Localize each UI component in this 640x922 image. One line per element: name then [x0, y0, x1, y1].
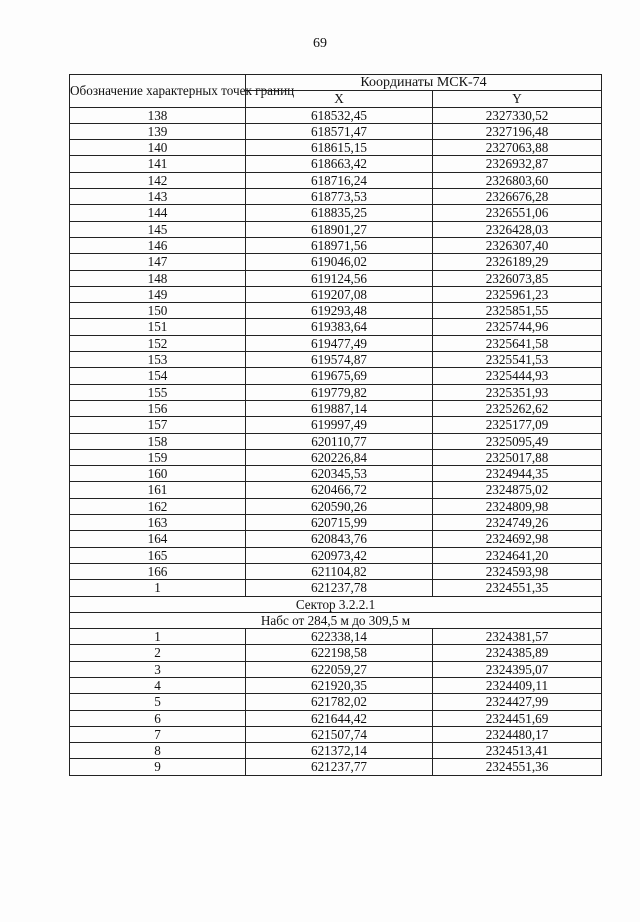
point-number-cell: 142 — [70, 172, 246, 188]
point-number-cell: 161 — [70, 482, 246, 498]
y-coordinate-cell: 2324551,35 — [433, 580, 602, 596]
table-row — [70, 710, 602, 726]
x-coordinate-cell: 619293,48 — [246, 303, 433, 319]
y-coordinate-cell: 2324513,41 — [433, 743, 602, 759]
table-row — [70, 335, 602, 351]
y-coordinate-cell: 2326551,06 — [433, 205, 602, 221]
table-row — [70, 286, 602, 302]
point-number-cell: 143 — [70, 189, 246, 205]
y-coordinate-cell: 2324427,99 — [433, 694, 602, 710]
table-row — [70, 352, 602, 368]
point-number-cell: 1 — [70, 629, 246, 645]
y-coordinate-cell: 2327330,52 — [433, 107, 602, 123]
table-row — [70, 319, 602, 335]
table-row — [70, 417, 602, 433]
x-coordinate-cell: 622198,58 — [246, 645, 433, 661]
table-row — [70, 107, 602, 123]
x-coordinate-cell: 620843,76 — [246, 531, 433, 547]
table-row — [70, 303, 602, 319]
x-coordinate-cell: 620590,26 — [246, 498, 433, 514]
y-coordinate-cell: 2326307,40 — [433, 237, 602, 253]
y-coordinate-cell: 2324749,26 — [433, 515, 602, 531]
x-coordinate-cell: 619124,56 — [246, 270, 433, 286]
x-coordinate-cell: 618716,24 — [246, 172, 433, 188]
table-row — [70, 205, 602, 221]
y-coordinate-cell: 2326932,87 — [433, 156, 602, 172]
table-row — [70, 743, 602, 759]
y-coordinate-cell: 2326189,29 — [433, 254, 602, 270]
table-row — [70, 172, 602, 188]
y-coordinate-cell: 2325262,62 — [433, 400, 602, 416]
y-coordinate-cell: 2325444,93 — [433, 368, 602, 384]
point-number-cell: 166 — [70, 563, 246, 579]
x-coordinate-cell: 619477,49 — [246, 335, 433, 351]
x-coordinate-cell: 619383,64 — [246, 319, 433, 335]
table-row — [70, 123, 602, 139]
x-coordinate-cell: 620715,99 — [246, 515, 433, 531]
x-coordinate-cell: 621507,74 — [246, 726, 433, 742]
x-coordinate-cell: 618971,56 — [246, 237, 433, 253]
point-number-cell: 158 — [70, 433, 246, 449]
y-coordinate-cell: 2325961,23 — [433, 286, 602, 302]
x-coordinate-cell: 618835,25 — [246, 205, 433, 221]
x-coordinate-cell: 618773,53 — [246, 189, 433, 205]
point-number-cell: 163 — [70, 515, 246, 531]
y-coordinate-cell: 2327063,88 — [433, 140, 602, 156]
y-coordinate-cell: 2325744,96 — [433, 319, 602, 335]
table-row — [70, 466, 602, 482]
table-row — [70, 645, 602, 661]
table-row — [70, 629, 602, 645]
x-coordinate-cell: 618571,47 — [246, 123, 433, 139]
point-number-cell: 8 — [70, 743, 246, 759]
y-coordinate-cell: 2324385,89 — [433, 645, 602, 661]
table-row — [70, 563, 602, 579]
point-number-cell: 153 — [70, 352, 246, 368]
y-coordinate-cell: 2325351,93 — [433, 384, 602, 400]
x-coordinate-cell: 621920,35 — [246, 677, 433, 693]
table-row — [70, 449, 602, 465]
table-header — [70, 75, 602, 108]
x-coordinate-cell: 621104,82 — [246, 563, 433, 579]
table-body-sector — [70, 629, 602, 776]
coordinates-table — [69, 74, 602, 776]
x-coordinate-cell: 619887,14 — [246, 400, 433, 416]
point-number-cell: 149 — [70, 286, 246, 302]
y-coordinate-cell: 2324451,69 — [433, 710, 602, 726]
point-number-cell: 1 — [70, 580, 246, 596]
table-row — [70, 433, 602, 449]
x-coordinate-cell: 622059,27 — [246, 661, 433, 677]
x-coordinate-cell: 621237,77 — [246, 759, 433, 775]
table-row — [70, 482, 602, 498]
point-number-cell: 159 — [70, 449, 246, 465]
point-number-cell: 3 — [70, 661, 246, 677]
point-number-cell: 150 — [70, 303, 246, 319]
y-coordinate-cell: 2324551,36 — [433, 759, 602, 775]
point-number-cell: 2 — [70, 645, 246, 661]
x-coordinate-cell: 620226,84 — [246, 449, 433, 465]
table-row — [70, 384, 602, 400]
y-coordinate-cell: 2326676,28 — [433, 189, 602, 205]
table-row — [70, 726, 602, 742]
table-row — [70, 531, 602, 547]
y-coordinate-cell: 2324875,02 — [433, 482, 602, 498]
point-number-cell: 157 — [70, 417, 246, 433]
table-row — [70, 547, 602, 563]
sector-block — [70, 596, 602, 629]
y-coordinate-cell: 2324395,07 — [433, 661, 602, 677]
table-row — [70, 270, 602, 286]
y-coordinate-cell: 2326073,85 — [433, 270, 602, 286]
table-row — [70, 661, 602, 677]
y-coordinate-cell: 2326428,03 — [433, 221, 602, 237]
table-row — [70, 694, 602, 710]
table-row — [70, 677, 602, 693]
x-column-header: X — [246, 91, 433, 107]
table-body-main — [70, 107, 602, 596]
y-coordinate-cell: 2325851,55 — [433, 303, 602, 319]
point-number-cell: 155 — [70, 384, 246, 400]
table-row — [70, 221, 602, 237]
y-coordinate-cell: 2326803,60 — [433, 172, 602, 188]
table-row — [70, 254, 602, 270]
point-number-cell: 154 — [70, 368, 246, 384]
point-number-cell: 156 — [70, 400, 246, 416]
x-coordinate-cell: 619046,02 — [246, 254, 433, 270]
point-number-cell: 147 — [70, 254, 246, 270]
x-coordinate-cell: 619997,49 — [246, 417, 433, 433]
point-number-cell: 165 — [70, 547, 246, 563]
point-number-cell: 148 — [70, 270, 246, 286]
page-number: 69 — [313, 36, 327, 51]
y-coordinate-cell: 2325541,53 — [433, 352, 602, 368]
point-number-cell: 139 — [70, 123, 246, 139]
table-row — [70, 580, 602, 596]
x-coordinate-cell: 621237,78 — [246, 580, 433, 596]
y-coordinate-cell: 2324381,57 — [433, 629, 602, 645]
x-coordinate-cell: 619207,08 — [246, 286, 433, 302]
x-coordinate-cell: 620345,53 — [246, 466, 433, 482]
point-number-cell: 145 — [70, 221, 246, 237]
sector-subtitle: Набс от 284,5 м до 309,5 м — [70, 612, 602, 628]
y-coordinate-cell: 2324480,17 — [433, 726, 602, 742]
x-coordinate-cell: 621644,42 — [246, 710, 433, 726]
x-coordinate-cell: 620466,72 — [246, 482, 433, 498]
y-coordinate-cell: 2324809,98 — [433, 498, 602, 514]
point-number-cell: 5 — [70, 694, 246, 710]
point-number-cell: 141 — [70, 156, 246, 172]
y-coordinate-cell: 2324944,35 — [433, 466, 602, 482]
y-coordinate-cell: 2327196,48 — [433, 123, 602, 139]
y-coordinate-cell: 2324409,11 — [433, 677, 602, 693]
table-row — [70, 400, 602, 416]
point-number-cell: 164 — [70, 531, 246, 547]
coordinates-column-header: Координаты МСК-74 — [246, 75, 602, 91]
x-coordinate-cell: 619574,87 — [246, 352, 433, 368]
point-number-cell: 162 — [70, 498, 246, 514]
table-row — [70, 156, 602, 172]
point-number-cell: 6 — [70, 710, 246, 726]
table-row — [70, 759, 602, 775]
y-coordinate-cell: 2324593,98 — [433, 563, 602, 579]
point-number-cell: 140 — [70, 140, 246, 156]
y-coordinate-cell: 2325641,58 — [433, 335, 602, 351]
point-number-cell: 152 — [70, 335, 246, 351]
x-coordinate-cell: 620973,42 — [246, 547, 433, 563]
x-coordinate-cell: 618615,15 — [246, 140, 433, 156]
point-number-cell: 146 — [70, 237, 246, 253]
y-coordinate-cell: 2324641,20 — [433, 547, 602, 563]
point-number-cell: 7 — [70, 726, 246, 742]
x-coordinate-cell: 618901,27 — [246, 221, 433, 237]
point-number-cell: 9 — [70, 759, 246, 775]
x-coordinate-cell: 618532,45 — [246, 107, 433, 123]
table-row — [70, 189, 602, 205]
x-coordinate-cell: 621782,02 — [246, 694, 433, 710]
y-coordinate-cell: 2324692,98 — [433, 531, 602, 547]
point-number-cell: 4 — [70, 677, 246, 693]
sector-title-row — [70, 596, 602, 612]
table-row — [70, 498, 602, 514]
y-coordinate-cell: 2325177,09 — [433, 417, 602, 433]
sector-title: Сектор 3.2.2.1 — [70, 596, 602, 612]
sector-subtitle-row — [70, 612, 602, 628]
table-row — [70, 515, 602, 531]
x-coordinate-cell: 621372,14 — [246, 743, 433, 759]
point-number-cell: 160 — [70, 466, 246, 482]
point-number-cell: 144 — [70, 205, 246, 221]
y-coordinate-cell: 2325017,88 — [433, 449, 602, 465]
point-number-cell: 138 — [70, 107, 246, 123]
y-coordinate-cell: 2325095,49 — [433, 433, 602, 449]
table-row — [70, 237, 602, 253]
points-column-header: Обозначение характерных точек границ — [70, 75, 246, 108]
y-column-header: Y — [433, 91, 602, 107]
table-row — [70, 140, 602, 156]
x-coordinate-cell: 618663,42 — [246, 156, 433, 172]
x-coordinate-cell: 620110,77 — [246, 433, 433, 449]
x-coordinate-cell: 619779,82 — [246, 384, 433, 400]
point-number-cell: 151 — [70, 319, 246, 335]
x-coordinate-cell: 619675,69 — [246, 368, 433, 384]
table-row — [70, 368, 602, 384]
x-coordinate-cell: 622338,14 — [246, 629, 433, 645]
